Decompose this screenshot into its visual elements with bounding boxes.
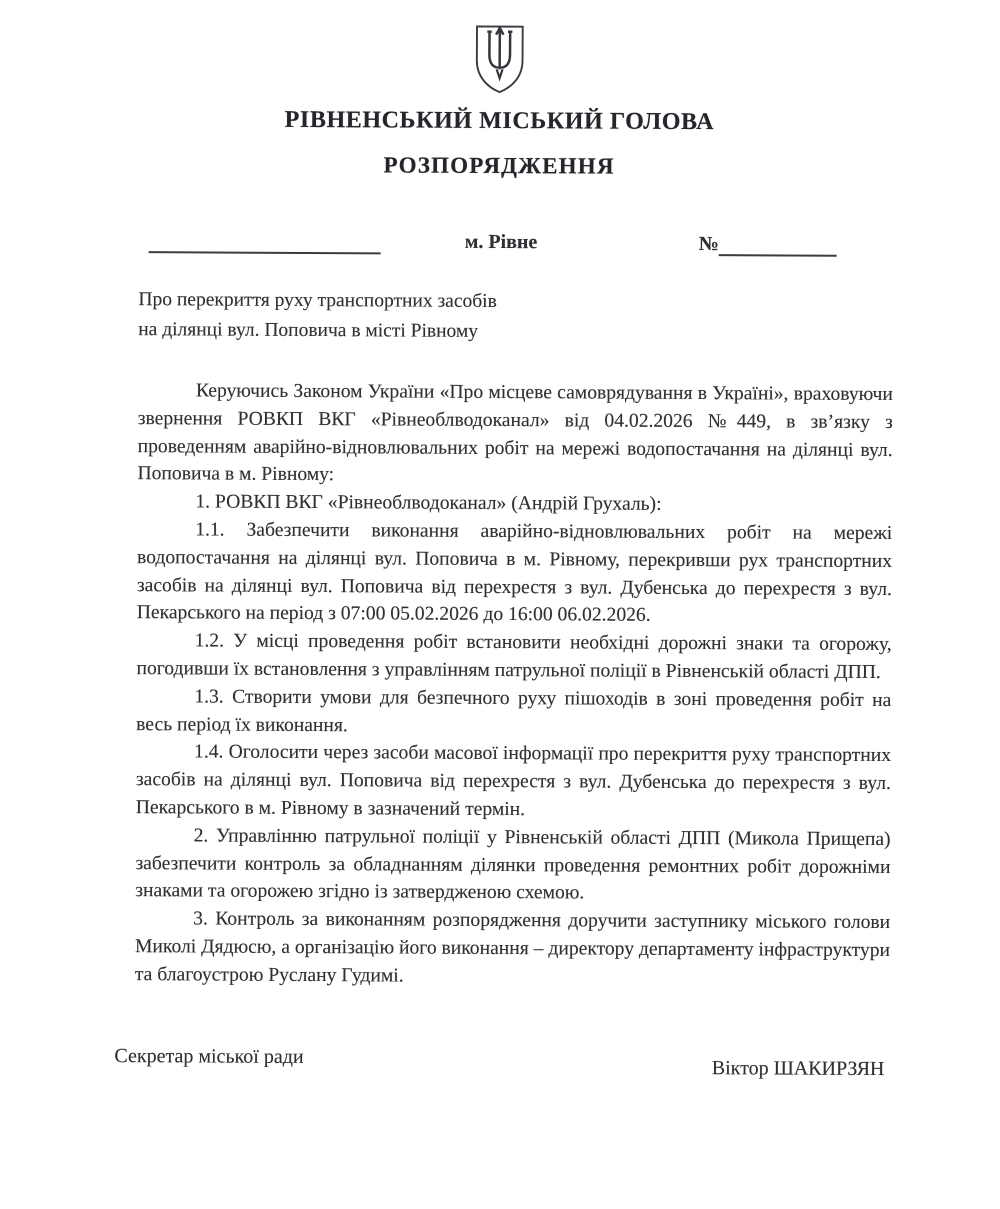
date-blank-line bbox=[149, 251, 381, 254]
number-blank-line bbox=[719, 232, 837, 257]
signer-position: Секретар міської ради bbox=[114, 1044, 304, 1068]
paragraph-item-3: 3. Контроль за виконанням розпорядження доручити заступнику міського голови Миколі Дядюсю, а організацію його виконання – директору департаменту інфраструктури та благоустрою Руслану Гудимі. bbox=[134, 908, 891, 987]
number-field bbox=[699, 232, 837, 257]
document-type-title: РОЗПОРЯДЖЕННЯ bbox=[383, 152, 615, 179]
signature-block bbox=[114, 1044, 885, 1080]
date-place-number-row bbox=[0, 226, 999, 265]
paragraph-preamble: Керуючись Законом України «Про місцеве самоврядування в Україні», враховуючи звернення РОВКП ВКГ «Рівнеоблводоканал» від 04.02.2026 №449, в зв’язку з проведенням аварійно-відновлювальних робіт на мережі водопостачання на ділянці вул. Поповича в м. Рівному: bbox=[137, 380, 893, 486]
subject-line-2: на ділянці вул. Поповича в місті Рівному bbox=[138, 319, 479, 342]
paragraph-item-1: 1. РОВКП ВКГ «Рівнеоблводоканал» (Андрій Грухаль): bbox=[195, 491, 662, 516]
ukraine-trident-emblem-icon bbox=[471, 22, 527, 96]
place-label: м. Рівне bbox=[464, 230, 538, 254]
issuing-authority-title: РІВНЕНСЬКИЙ МІСЬКИЙ ГОЛОВА bbox=[284, 106, 715, 136]
number-sign: № bbox=[698, 233, 719, 256]
paragraph-item-1-2: 1.2. У місці проведення робіт встановити необхідні дорожні знаки та огорожу, погодивши їх встановлення з управлінням патрульної поліції в Рівненській області ДПП. bbox=[136, 630, 892, 683]
subject-line-1: Про перекриття руху транспортних засобів bbox=[138, 289, 497, 312]
paragraph-item-1-3: 1.3. Створити умови для безпечного руху пішоходів в зоні проведення робіт на весь період їх виконання. bbox=[136, 686, 892, 736]
document-body bbox=[135, 377, 893, 992]
paragraph-item-1-4: 1.4. Оголосити через засоби масової інформації про перекриття руху транспортних засобів на ділянці вул. Поповича від перехрестя з вул. Дубенська до перехрестя з вул. Пекарського в м. Рівному в зазначений термін. bbox=[135, 741, 892, 821]
signer-name: Віктор ШАКИРЗЯН bbox=[711, 1056, 885, 1080]
paragraph-item-1-1: 1.1. Забезпечити виконання аварійно-відновлювальних робіт на мережі водопостачання на ділянці вул. Поповича в м. Рівному, перекривши рух транспортних засобів на ділянці вул. Поповича від перехрестя з вул. Дубенська до перехрестя з вул. Пекарського на період з 07:00 05.02.2026 до 16:00 06.02.2026. bbox=[136, 519, 893, 627]
paragraph-item-2: 2. Управлінню патрульної поліції у Рівненській області ДПП (Микола Прищепа) забезпечити контроль за обладнанням ділянки проведення ремонтних робіт дорожніми знаками та огорожею згідно із затвердженою схемою. bbox=[135, 825, 891, 904]
subject-block bbox=[138, 285, 998, 350]
